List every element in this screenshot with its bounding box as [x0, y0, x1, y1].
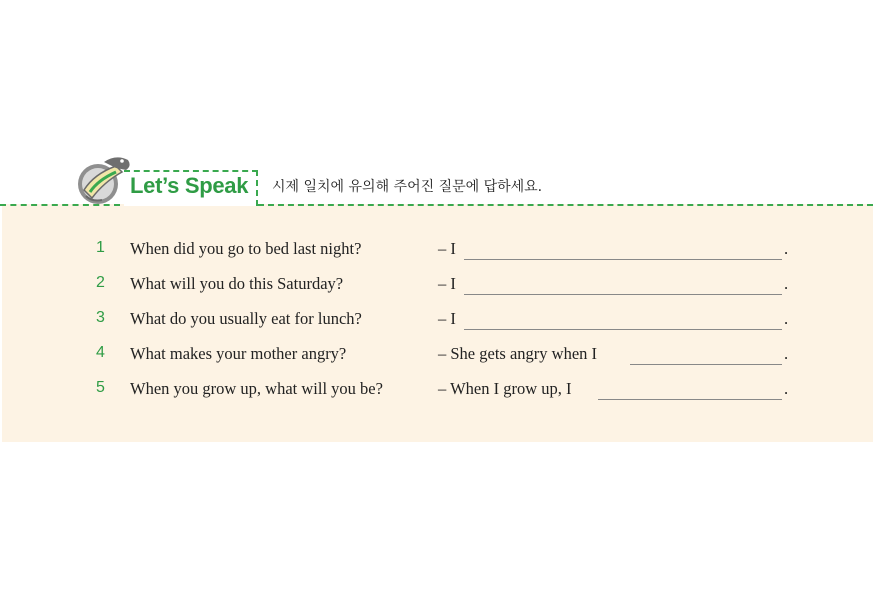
- answer-period: .: [784, 344, 789, 363]
- item-number: 4: [96, 344, 105, 361]
- section-title: Let’s Speak: [130, 173, 249, 198]
- exercise-row: [0, 237, 873, 263]
- exercise-row: [0, 272, 873, 298]
- question-text: What makes your mother angry?: [130, 344, 347, 363]
- item-number: 1: [96, 239, 105, 256]
- question-text: What will you do this Saturday?: [130, 274, 344, 293]
- speaking-mascot-icon: [76, 152, 134, 206]
- answer-period: .: [784, 239, 789, 258]
- answer-period: .: [784, 379, 789, 398]
- answer-blank[interactable]: [464, 329, 782, 330]
- answer-period: .: [784, 274, 789, 293]
- item-number: 5: [96, 379, 105, 396]
- question-text: What do you usually eat for lunch?: [130, 309, 362, 328]
- lets-speak-section: [0, 150, 873, 450]
- dashed-divider-right: [258, 204, 873, 206]
- answer-prefix: – I: [438, 239, 456, 258]
- answer-prefix: – When I grow up, I: [438, 379, 572, 398]
- answer-blank[interactable]: [464, 259, 782, 260]
- question-text: When did you go to bed last night?: [130, 239, 362, 258]
- item-number: 3: [96, 309, 105, 326]
- exercise-row: [0, 342, 873, 368]
- answer-prefix: – I: [438, 309, 456, 328]
- answer-blank[interactable]: [598, 399, 782, 400]
- exercise-row: [0, 377, 873, 403]
- item-number: 2: [96, 274, 105, 291]
- instruction-text: 시제 일치에 유의해 주어진 질문에 답하세요.: [272, 179, 543, 195]
- question-text: When you grow up, what will you be?: [130, 379, 383, 398]
- answer-prefix: – I: [438, 274, 456, 293]
- answer-prefix: – She gets angry when I: [438, 344, 598, 363]
- exercise-row: [0, 307, 873, 333]
- answer-period: .: [784, 309, 789, 328]
- answer-blank[interactable]: [630, 364, 782, 365]
- answer-blank[interactable]: [464, 294, 782, 295]
